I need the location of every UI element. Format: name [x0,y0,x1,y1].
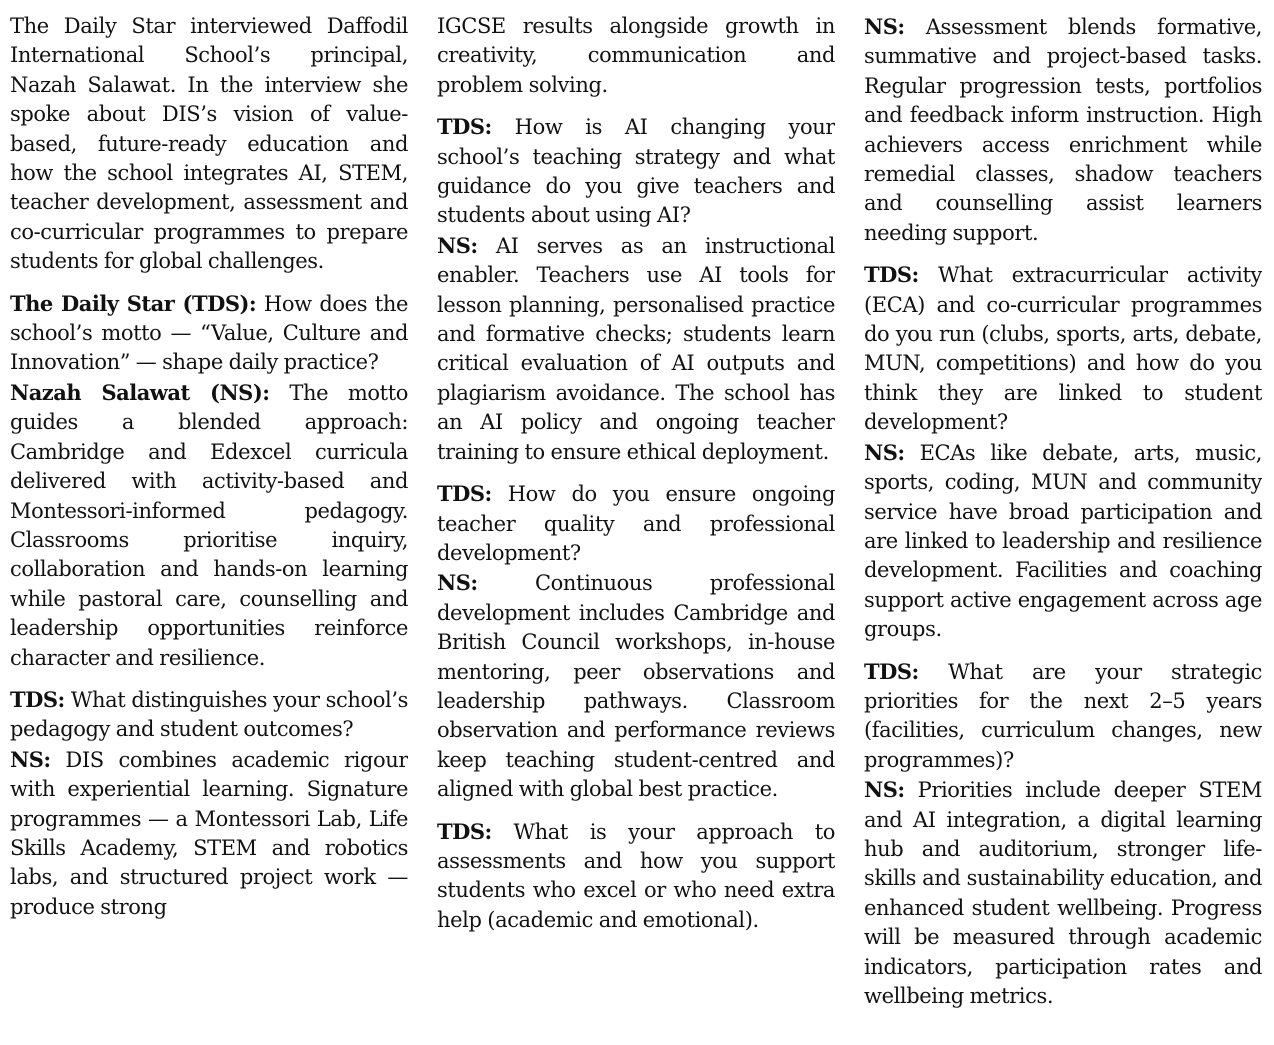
answer-text: Priorities include deeper STEM and AI integration, a digital learning hub and auditorium, stronger life-skills and sustainability education, and enhanced student wellbeing. Progress will be measured through academic indicators, participation rates and wellbeing metrics. [864,778,1262,1008]
answer-3 [437,231,835,467]
question-text: How do you ensure ongoing teacher quality and professional development? [437,482,835,565]
question-label: TDS: [864,658,919,684]
question-label: TDS: [437,818,492,844]
answer-label: NS: [10,746,51,772]
question-text: What distinguishes your school’s pedagogy and student outcomes? [10,687,408,742]
question-1 [10,289,408,378]
question-text: How does the school’s motto — “Value, Culture and Innovation” — shape daily practice? [10,291,408,375]
question-label: TDS: [864,262,919,288]
intro-text: The Daily Star interviewed Daffodil International School’s principal, Nazah Salawat. In the interview she spoke about DIS’s vision of value-based, future-ready education and how the school integrates AI, STEM, teacher development, assessment and co-curricular programmes to prepare students for global challenges. [10,14,408,274]
answer-label: NS: [437,232,478,258]
answer-text: ECAs like debate, arts, music, sports, coding, MUN and community service have broad participation and are linked to leadership and resilience development. Facilities and coaching support active engagement across age groups. [864,440,1262,642]
question-text: What extracurricular activity (ECA) and co-curricular programmes do you run (clubs, sports, arts, debate, MUN, competitions) and how do you think they are linked to student development? [864,263,1262,435]
article-columns [10,12,1264,1042]
question-5 [437,817,835,936]
answer-text: DIS combines academic rigour with experiential learning. Signature programmes — a Montessori Lab, Life Skills Academy, STEM and robotics labs, and structured project work — produce strong [10,747,408,919]
question-label: TDS: [10,686,65,712]
answer-7 [864,775,1262,1011]
answer-6 [864,438,1262,645]
answer-4 [437,568,835,804]
answer-text: The motto guides a blended approach: Cambridge and Edexcel curricula delivered with activity-based and Montessori-informed pedagogy. Classrooms prioritise inquiry, collaboration and hands-on learning while pastoral care, counselling and leadership opportunities reinforce character and resilience. [10,380,408,670]
answer-label: NS: [437,570,478,596]
question-label: TDS: [437,114,492,140]
answer-5 [864,12,1262,248]
answer-text: Continuous professional development includes Cambridge and British Council workshops, in-house mentoring, peer observations and leadership pathways. Classroom observation and performance reviews keep teaching student-centred and aligned with global best practice. [437,571,835,802]
question-text: What is your approach to assessments and how you support students who excel or who need extra help (academic and emotional). [437,819,835,932]
column-1 [10,12,408,1042]
question-label: TDS: [437,481,492,507]
answer-1 [10,378,408,673]
answer-2-continued [437,12,835,100]
answer-label: NS: [864,439,905,465]
question-3 [437,112,835,231]
question-label: The Daily Star (TDS): [10,290,257,316]
answer-label: NS: [864,777,905,803]
question-4 [437,479,835,568]
answer-text: AI serves as an instructional enabler. Teachers use AI tools for lesson planning, personalised practice and formative checks; students learn critical evaluation of AI outputs and plagiarism avoidance. The school has an AI policy and ongoing teacher training to ensure ethical deployment. [437,233,835,464]
question-2 [10,685,408,745]
question-6 [864,260,1262,437]
answer-label: NS: [864,14,905,39]
question-text: What are your strategic priorities for the next 2–5 years (facilities, curriculum changes, new programmes)? [864,659,1262,772]
intro-paragraph [10,12,408,277]
answer-text: IGCSE results alongside growth in creativity, communication and problem solving. [437,14,835,97]
question-7 [864,657,1262,776]
column-3 [864,12,1262,1042]
answer-label: Nazah Salawat (NS): [10,379,270,405]
answer-text: Assessment blends formative, summative and project-based tasks. Regular progression tests, portfolios and feedback inform instruction. High achievers access enrichment while remedial classes, shadow teachers and counselling assist learners needing support. [864,15,1262,245]
question-text: How is AI changing your school’s teaching strategy and what guidance do you give teachers and students about using AI? [437,115,835,228]
answer-2 [10,745,408,922]
column-2 [437,12,835,1042]
